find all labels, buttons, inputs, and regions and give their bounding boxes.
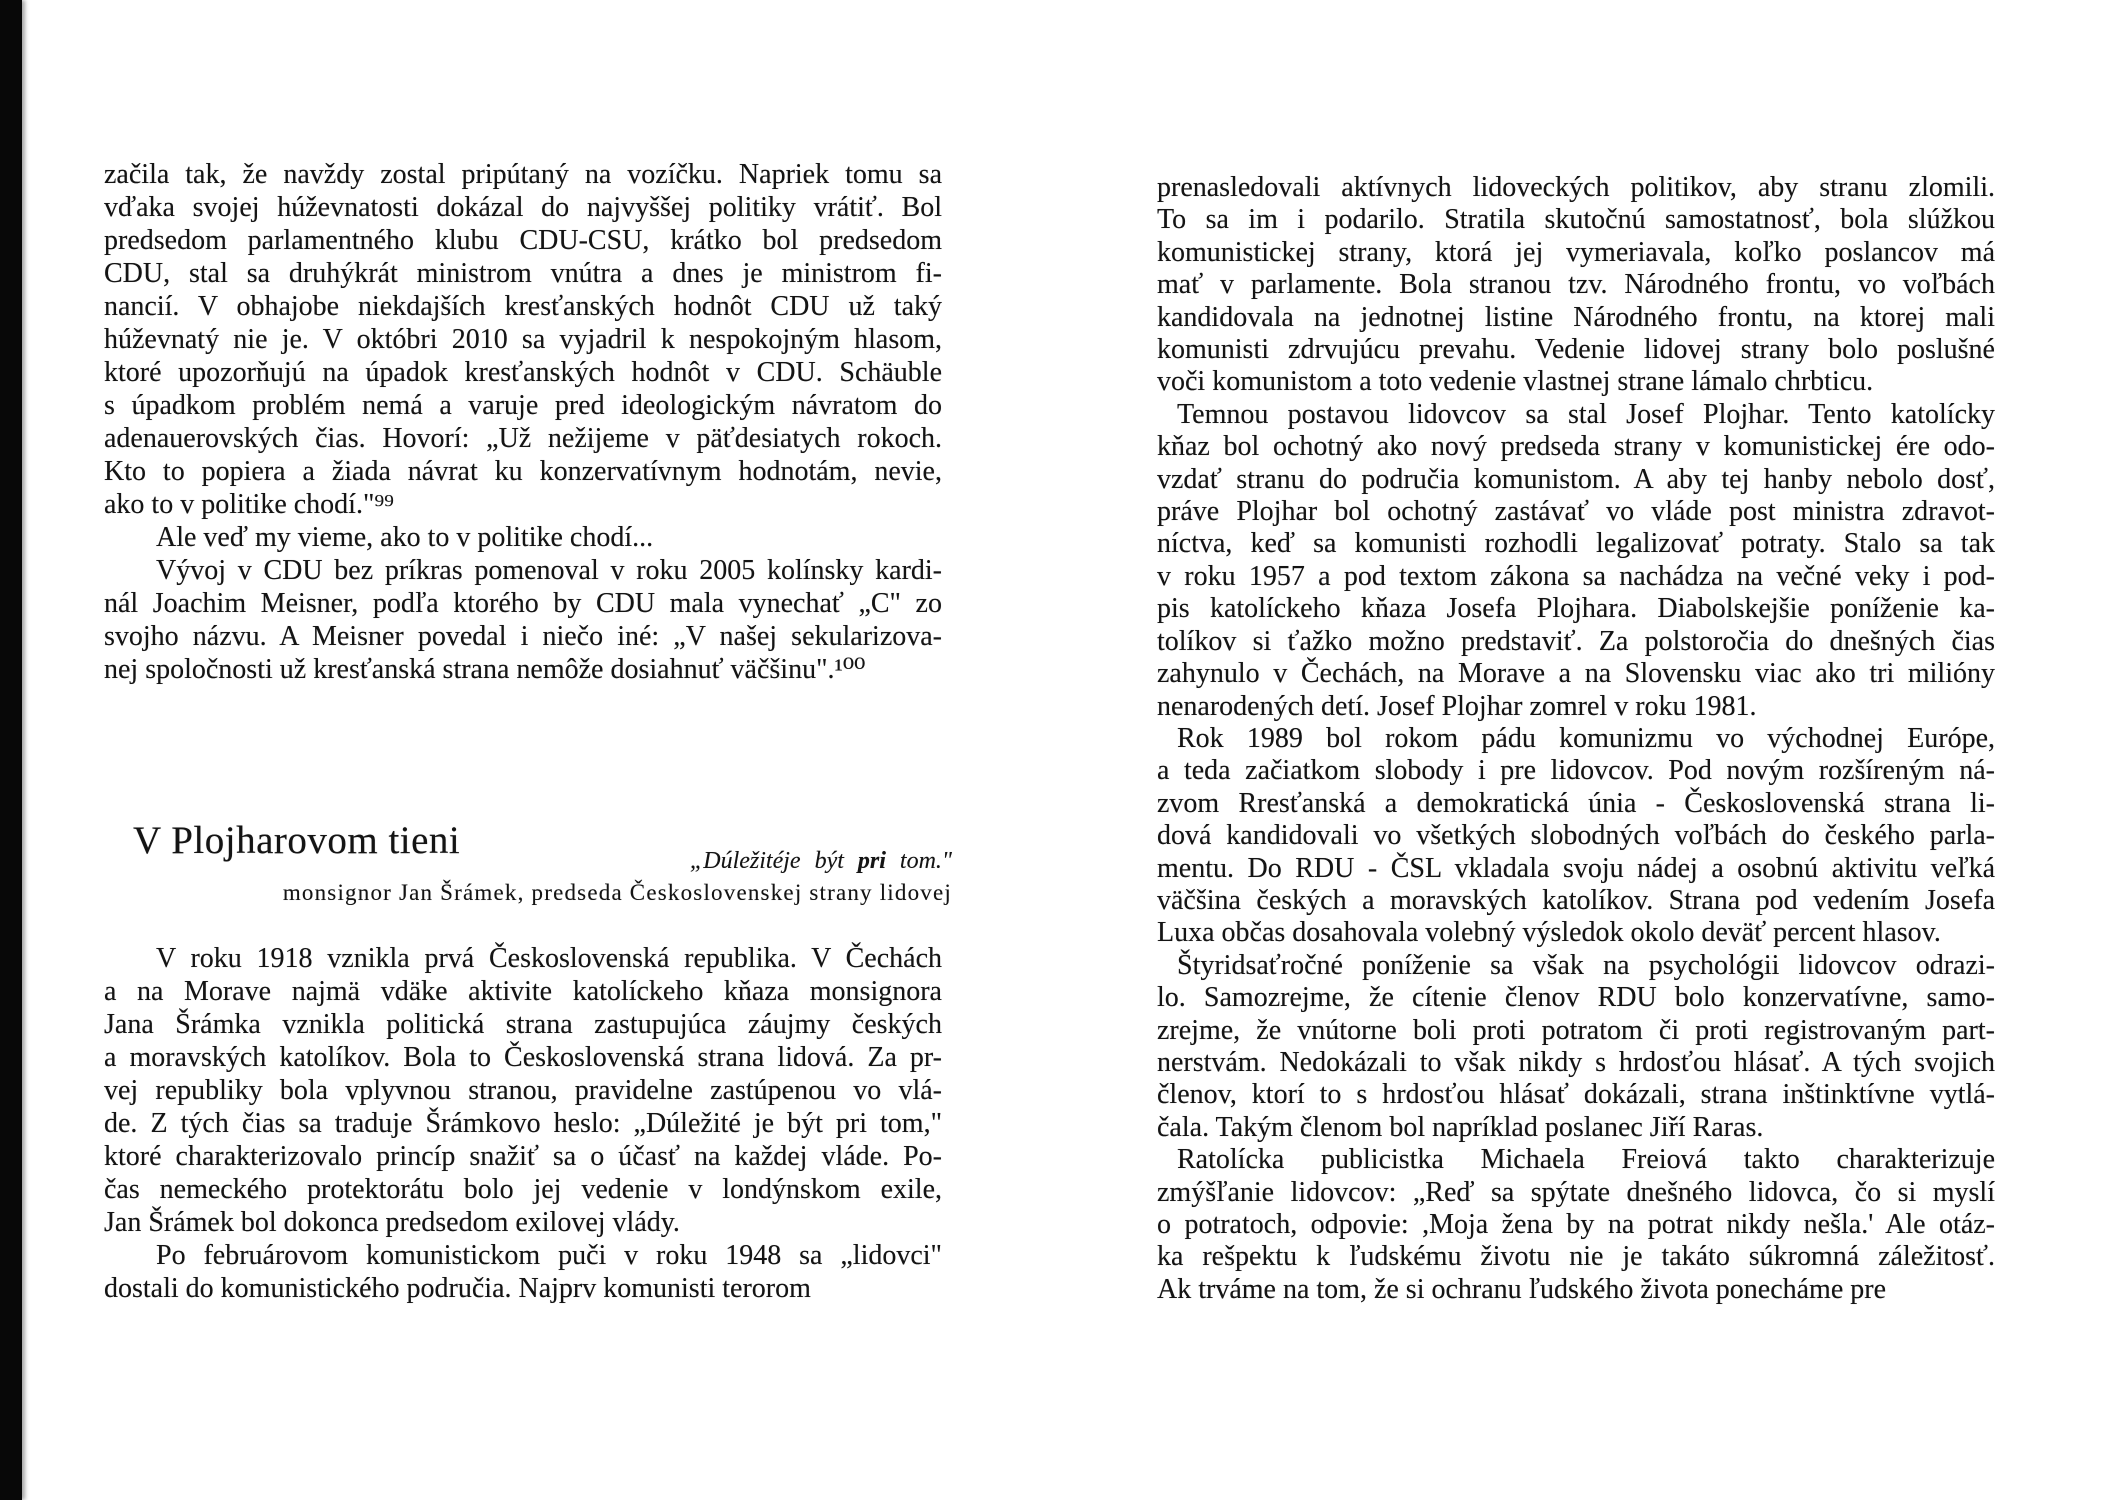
paragraph xyxy=(104,1239,942,1305)
text-line: ktoré charakterizovalo princíp snažiť sa o účasť na každej vláde. Po- xyxy=(104,1141,942,1172)
text-line: a na Morave najmä vdäke aktivite katolíckeho kňaza monsignora xyxy=(104,976,942,1007)
paragraph xyxy=(1157,950,1995,1144)
text-line: To sa im i podarilo. Stratila skutočnú samostatnosť, bola slúžkou xyxy=(1157,204,1995,236)
text-line: níctva, keď sa komunisti rozhodli legalizovať potraty. Stalo sa tak xyxy=(1157,528,1995,560)
paragraph xyxy=(104,158,942,521)
text-line: tolíkov si ťažko možno predstaviť. Za polstoročia do dnešných čias xyxy=(1157,625,1995,657)
text-line: Luxa občas dosahovala volebný výsledok okolo deväť percent hlasov. xyxy=(1157,917,1941,949)
text-line: Temnou postavou lidovcov sa stal Josef Plojhar. Tento katolícky xyxy=(1177,398,1995,430)
text-line: čala. Takým členom bol napríklad poslanec Jiří Raras. xyxy=(1157,1111,1764,1143)
epigraph-quote xyxy=(104,846,952,877)
text-line: Po februárovom komunistickom puči v roku 1948 sa „lidovci" xyxy=(156,1240,942,1271)
text-line: húževnatý nie je. V októbri 2010 sa vyjadril k nespokojným hlasom, xyxy=(104,324,942,355)
text-line: Rok 1989 bol rokom pádu komunizmu vo východnej Európe, xyxy=(1177,722,1995,754)
paragraph xyxy=(1157,172,1995,399)
quote-word: tom." xyxy=(899,848,952,874)
text-line: vzdať stranu do područia komunistom. A aby tej hanby nebolo dosť, xyxy=(1157,463,1995,495)
text-line: nancií. V obhajobe niekdajších kresťanských hodnôt CDU už taký xyxy=(104,291,942,322)
text-line: zvom Rresťanská a demokratická únia - Československá strana li- xyxy=(1157,787,1995,819)
text-line: pis katolíckeho kňaza Josefa Plojhara. Diabolskejšie poníženie ka- xyxy=(1157,593,1995,625)
paragraph xyxy=(104,554,942,686)
epigraph-attribution: monsignor Jan Šrámek, predseda Československej strany lidovej xyxy=(282,880,952,905)
text-line: zmýšľanie lidovcov: „Reď sa spýtate dnešného lidovca, čo si myslí xyxy=(1157,1176,1995,1208)
section-heading: V Plojharovom tieni xyxy=(133,819,461,862)
text-line: s úpadkom problém nemá a varuje pred ideologickým návratom do xyxy=(104,390,942,421)
quote-word-emphasis: pri xyxy=(857,848,886,874)
text-line: väčšina českých a moravských katolíkov. Strana pod vedením Josefa xyxy=(1157,884,1995,916)
text-line: ktoré upozorňujú na úpadok kresťanských hodnôt v CDU. Schäuble xyxy=(104,357,942,388)
text-line: mentu. Do RDU - ČSL vkladala svoju nádej a osobnú aktivitu veľká xyxy=(1157,852,1995,884)
text-line: Štyridsaťročné poníženie sa však na psychológii lidovcov odrazi- xyxy=(1177,949,1995,981)
paragraph xyxy=(104,942,942,1239)
text-line: o potratoch, odpovie: ,Moja žena by na potrat nikdy nešla.' Ale otáz- xyxy=(1157,1209,1995,1240)
scan-page-edge xyxy=(0,0,22,1500)
text-line: CDU, stal sa druhýkrát ministrom vnútra a dnes je ministrom fi- xyxy=(104,258,942,289)
text-line: Jana Šrámka vznikla politická strana zastupujúca záujmy českých xyxy=(104,1009,942,1040)
paragraph xyxy=(1157,399,1995,723)
text-line: Ratolícka publicistka Michaela Freiová takto charakterizuje xyxy=(1177,1144,1995,1176)
text-line: voči komunistom a toto vedenie vlastnej strane lámalo chrbticu. xyxy=(1157,366,1874,398)
text-line: prenasledovali aktívnych lidoveckých politikov, aby stranu zlomili. xyxy=(1157,172,1995,203)
text-line: v roku 1957 a pod textom zákona sa nachádza na večné veky i pod- xyxy=(1157,560,1995,592)
text-line: adenauerovských čias. Hovorí: „Už nežijeme v päťdesiatych rokoch. xyxy=(104,423,942,454)
text-line: kandidovala na jednotnej listine Národného frontu, na ktorej mali xyxy=(1157,301,1995,333)
text-line: vej republiky bola vplyvnou stranou, pravidelne zastúpenou vo vlá- xyxy=(104,1075,942,1106)
text-line: Ale veď my vieme, ako to v politike chodí... xyxy=(156,522,654,553)
text-line: a teda začiatkom slobody i pre lidovcov. Pod novým rozšíreným ná- xyxy=(1157,755,1995,787)
text-line: V roku 1918 vznikla prvá Československá republika. V Čechách xyxy=(156,943,942,974)
text-line: ako to v politike chodí."⁹⁹ xyxy=(104,489,394,520)
text-line: čas nemeckého protektorátu bolo jej vedenie v londýnskom exile, xyxy=(104,1174,942,1205)
text-line: zahynulo v Čechách, na Morave a na Slovensku viac ako tri milióny xyxy=(1157,658,1995,690)
text-line: predsedom parlamentného klubu CDU-CSU, krátko bol predsedom xyxy=(104,225,942,256)
text-line: vďaka svojej húževnatosti dokázal do najvyššej politiky vrátiť. Bol xyxy=(104,192,942,223)
paragraph xyxy=(1157,1144,1995,1306)
text-line: kňaz bol ochotný ako nový predseda strany v komunistickej ére odo- xyxy=(1157,431,1995,463)
text-line: nenarodených detí. Josef Plojhar zomrel v roku 1981. xyxy=(1157,690,1757,722)
text-line: komunisti zdrvujúcu prevahu. Vedenie lidovej strany bolo poslušné xyxy=(1157,334,1995,366)
right-page-text-block xyxy=(1157,172,1995,1306)
text-line: Ak trváme na tom, že si ochranu ľudského života ponecháme pre xyxy=(1157,1273,1887,1305)
text-line: komunistickej strany, ktorá jej vymeriavala, koľko poslancov má xyxy=(1157,236,1995,268)
text-line: Jan Šrámek bol dokonca predsedom exilovej vlády. xyxy=(104,1207,680,1238)
quote-word: být xyxy=(814,848,844,874)
left-page-bottom-text-block xyxy=(104,942,942,1305)
text-line: nerstvám. Nedokázali to však nikdy s hrdosťou hlásať. A tých svojich xyxy=(1157,1046,1995,1078)
text-line: zrejme, že vnútorne boli proti potratom či proti registrovaným part- xyxy=(1157,1014,1995,1046)
text-line: ka rešpektu k ľudskému životu nie je takáto súkromná záležitosť. xyxy=(1157,1241,1995,1273)
text-line: lo. Samozrejme, že cítenie členov RDU bolo konzervatívne, samo- xyxy=(1157,982,1995,1014)
epigraph xyxy=(104,846,952,908)
text-line: členov, ktorí to s hrdosťou hlásať dokázali, strana inštinktívne vytlá- xyxy=(1157,1079,1995,1111)
left-page-top-text-block xyxy=(104,158,942,686)
text-line: Kto to popiera a žiada návrat ku konzervatívnym hodnotám, nevie, xyxy=(104,456,942,487)
text-line: dová kandidovali vo všetkých slobodných voľbách do českého parla- xyxy=(1157,820,1995,852)
text-line: nej spoločnosti už kresťanská strana nemôže dosiahnuť väčšinu".¹⁰⁰ xyxy=(104,654,866,685)
paragraph xyxy=(104,521,942,554)
text-line: Vývoj v CDU bez príkras pomenoval v roku 2005 kolínsky kardi- xyxy=(156,555,942,586)
text-line: začila tak, že navždy zostal pripútaný na vozíčku. Napriek tomu sa xyxy=(104,159,942,190)
text-line: svojho názvu. A Meisner povedal i niečo iné: „V našej sekularizova- xyxy=(104,621,942,652)
text-line: nál Joachim Meisner, podľa ktorého by CDU mala vynechať „C" zo xyxy=(104,588,942,619)
text-line: a moravských katolíkov. Bola to Československá strana lidová. Za pr- xyxy=(104,1042,942,1073)
text-line: de. Z tých čias sa traduje Šrámkovo heslo: „Dúležité je být pri tom," xyxy=(104,1108,942,1139)
text-line: dostali do komunistického područia. Najprv komunisti terorom xyxy=(104,1273,811,1304)
text-line: mať v parlamente. Bola stranou tzv. Národného frontu, vo voľbách xyxy=(1157,269,1995,301)
quote-word: „Dúležitéje xyxy=(689,848,801,874)
text-line: práve Plojhar bol ochotný zastávať vo vláde post ministra zdravot- xyxy=(1157,496,1995,528)
paragraph xyxy=(1157,723,1995,950)
